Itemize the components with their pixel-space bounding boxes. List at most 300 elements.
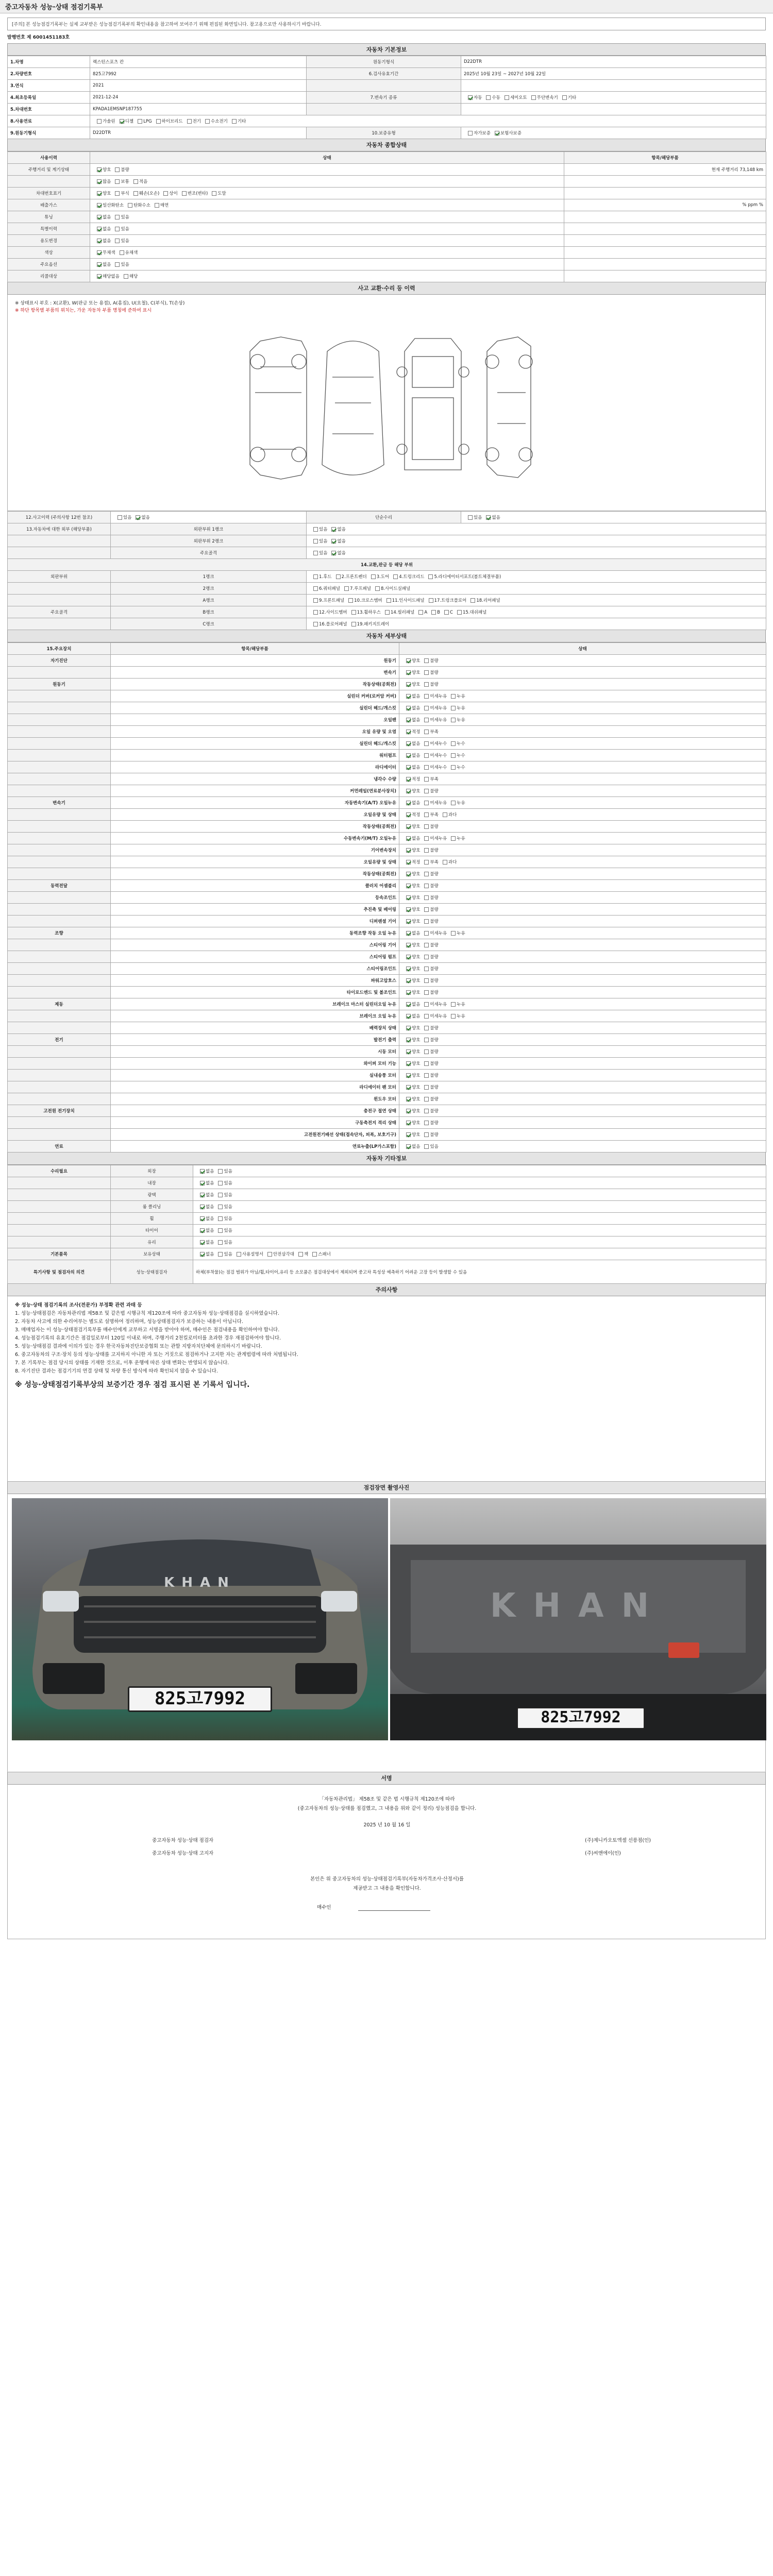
checkbox[interactable] (424, 777, 429, 782)
detail-option[interactable] (420, 883, 438, 889)
checkbox[interactable] (406, 824, 411, 829)
checkbox[interactable] (424, 1121, 429, 1125)
checkbox[interactable] (406, 1049, 411, 1054)
checkbox[interactable] (97, 215, 102, 219)
detail-option[interactable] (402, 1037, 420, 1043)
checkbox[interactable] (424, 967, 429, 971)
part-option[interactable] (309, 597, 344, 603)
checkbox[interactable] (187, 119, 192, 124)
detail-option[interactable] (447, 930, 465, 936)
checkbox[interactable] (128, 203, 132, 208)
checkbox[interactable] (431, 610, 436, 615)
checkbox[interactable] (451, 718, 456, 722)
checkbox[interactable] (424, 943, 429, 947)
detail-option[interactable] (420, 977, 438, 984)
checkbox[interactable] (393, 574, 398, 579)
checkbox[interactable] (424, 670, 429, 675)
detail-option[interactable] (402, 1025, 420, 1031)
detail-option[interactable] (420, 847, 438, 853)
checkbox[interactable] (97, 167, 102, 172)
checkbox[interactable] (406, 730, 411, 734)
checkbox[interactable] (457, 610, 462, 615)
checkbox[interactable] (218, 1216, 223, 1221)
checkbox[interactable] (351, 622, 356, 626)
detail-option[interactable] (402, 965, 420, 972)
checkbox[interactable] (313, 539, 318, 544)
state-option[interactable] (111, 238, 129, 244)
checkbox[interactable] (424, 978, 429, 983)
part-option[interactable] (425, 597, 467, 603)
detail-option[interactable] (402, 871, 420, 877)
other-option[interactable] (196, 1204, 214, 1210)
state-option[interactable] (93, 249, 115, 256)
detail-option[interactable] (402, 669, 420, 675)
state-option[interactable] (111, 214, 129, 220)
state-option[interactable] (111, 261, 129, 267)
checkbox[interactable] (200, 1252, 205, 1257)
checkbox[interactable] (495, 131, 499, 135)
detail-option[interactable] (420, 1072, 438, 1078)
checkbox[interactable] (155, 203, 159, 208)
checkbox[interactable] (406, 836, 411, 841)
buyer-signature-line[interactable] (358, 1901, 430, 1911)
detail-option[interactable] (402, 894, 420, 901)
checkbox[interactable] (313, 527, 318, 532)
checkbox[interactable] (418, 610, 423, 615)
checkbox[interactable] (406, 860, 411, 865)
detail-option[interactable] (402, 1072, 420, 1078)
checkbox[interactable] (451, 1002, 456, 1007)
detail-option[interactable] (420, 740, 447, 747)
checkbox[interactable] (451, 801, 456, 805)
detail-option[interactable] (420, 1060, 438, 1066)
checkbox[interactable] (133, 179, 138, 184)
part-option[interactable] (367, 573, 390, 580)
detail-option[interactable] (447, 1013, 465, 1019)
other-option[interactable] (196, 1168, 214, 1174)
transmission-option[interactable] (482, 94, 500, 100)
checkbox[interactable] (428, 574, 433, 579)
checkbox[interactable] (424, 1109, 429, 1113)
detail-option[interactable] (402, 1108, 420, 1114)
detail-option[interactable] (420, 918, 438, 924)
state-option[interactable] (115, 249, 138, 256)
fuel-option[interactable] (228, 118, 246, 124)
checkbox[interactable] (505, 95, 509, 100)
checkbox[interactable] (424, 990, 429, 995)
part-option[interactable] (382, 597, 425, 603)
part-option[interactable] (427, 610, 440, 615)
checkbox[interactable] (406, 789, 411, 793)
transmission-option[interactable] (500, 94, 527, 100)
checkbox[interactable] (97, 262, 102, 267)
part-option[interactable] (453, 609, 486, 615)
checkbox[interactable] (406, 1132, 411, 1137)
checkbox[interactable] (336, 574, 341, 579)
checkbox[interactable] (386, 598, 391, 603)
part-option[interactable] (309, 621, 347, 627)
detail-option[interactable] (420, 965, 438, 972)
checkbox[interactable] (451, 1014, 456, 1019)
checkbox[interactable] (424, 1049, 429, 1054)
detail-option[interactable] (402, 1013, 420, 1019)
checkbox[interactable] (406, 801, 411, 805)
part-option[interactable] (347, 609, 381, 615)
checkbox[interactable] (97, 250, 102, 255)
detail-option[interactable] (420, 728, 438, 735)
checkbox[interactable] (385, 610, 390, 615)
checkbox[interactable] (406, 682, 411, 687)
detail-option[interactable] (402, 728, 420, 735)
state-option[interactable] (93, 261, 111, 267)
checkbox[interactable] (406, 765, 411, 770)
detail-option[interactable] (420, 1108, 438, 1114)
other-option[interactable] (196, 1215, 214, 1222)
detail-option[interactable] (402, 1001, 420, 1007)
state-option[interactable] (159, 190, 177, 196)
transmission-option[interactable] (527, 94, 558, 100)
checkbox[interactable] (218, 1252, 223, 1257)
checkbox[interactable] (406, 694, 411, 699)
checkbox[interactable] (424, 848, 429, 853)
state-option[interactable] (93, 214, 111, 220)
state-option[interactable] (178, 190, 208, 196)
detail-option[interactable] (420, 942, 438, 948)
other-option[interactable] (196, 1192, 214, 1198)
checkbox[interactable] (331, 539, 336, 544)
checkbox[interactable] (200, 1240, 205, 1245)
part-option[interactable] (466, 597, 500, 603)
detail-option[interactable] (420, 705, 447, 711)
detail-option[interactable] (420, 1037, 438, 1043)
checkbox[interactable] (468, 131, 473, 135)
checkbox[interactable] (424, 1132, 429, 1137)
checkbox[interactable] (424, 1038, 429, 1042)
checkbox[interactable] (115, 227, 120, 231)
checkbox[interactable] (406, 706, 411, 710)
checkbox[interactable] (424, 1085, 429, 1090)
part-option[interactable] (344, 597, 382, 603)
other-option[interactable] (196, 1227, 214, 1233)
checkbox[interactable] (313, 598, 318, 603)
checkbox[interactable] (406, 978, 411, 983)
detail-option[interactable] (447, 1001, 465, 1007)
checkbox[interactable] (200, 1228, 205, 1233)
checkbox[interactable] (424, 694, 429, 699)
checkbox[interactable] (406, 967, 411, 971)
detail-option[interactable] (402, 1060, 420, 1066)
detail-option[interactable] (420, 657, 438, 664)
checkbox[interactable] (313, 551, 318, 555)
state-option[interactable] (111, 166, 129, 173)
checkbox[interactable] (562, 95, 567, 100)
detail-option[interactable] (402, 942, 420, 948)
fuel-option[interactable] (152, 118, 183, 124)
checkbox[interactable] (424, 718, 429, 722)
checkbox[interactable] (424, 1061, 429, 1066)
detail-option[interactable] (420, 989, 438, 995)
checkbox[interactable] (117, 515, 122, 520)
detail-option[interactable] (402, 788, 420, 794)
checkbox[interactable] (424, 884, 429, 888)
detail-option[interactable] (420, 1013, 447, 1019)
checkbox[interactable] (371, 574, 376, 579)
checkbox[interactable] (313, 622, 318, 626)
checkbox[interactable] (267, 1252, 272, 1257)
checkbox[interactable] (406, 1038, 411, 1042)
detail-option[interactable] (420, 1001, 447, 1007)
checkbox[interactable] (406, 1073, 411, 1078)
checkbox[interactable] (406, 812, 411, 817)
checkbox[interactable] (406, 1002, 411, 1007)
detail-option[interactable] (402, 705, 420, 711)
checkbox[interactable] (115, 215, 120, 219)
checkbox[interactable] (424, 765, 429, 770)
repair-option[interactable] (464, 514, 482, 520)
checkbox[interactable] (97, 191, 102, 196)
item-option[interactable] (263, 1251, 294, 1257)
checkbox[interactable] (424, 1144, 429, 1149)
checkbox[interactable] (406, 1121, 411, 1125)
rank-option[interactable] (327, 550, 345, 556)
detail-option[interactable] (420, 1120, 438, 1126)
checkbox[interactable] (298, 1252, 303, 1257)
detail-option[interactable] (420, 1048, 438, 1055)
detail-option[interactable] (402, 657, 420, 664)
detail-option[interactable] (402, 717, 420, 723)
checkbox[interactable] (218, 1193, 223, 1197)
part-option[interactable] (309, 609, 347, 615)
checkbox[interactable] (406, 872, 411, 876)
checkbox[interactable] (424, 1097, 429, 1101)
checkbox[interactable] (218, 1228, 223, 1233)
other-option[interactable] (196, 1251, 214, 1257)
checkbox[interactable] (451, 694, 456, 699)
state-option[interactable] (111, 226, 129, 232)
checkbox[interactable] (424, 812, 429, 817)
detail-option[interactable] (420, 1131, 438, 1138)
checkbox[interactable] (313, 610, 318, 615)
other-option[interactable] (214, 1239, 232, 1245)
state-option[interactable] (129, 178, 147, 184)
part-option[interactable] (332, 573, 367, 580)
part-option[interactable] (414, 610, 427, 615)
checkbox[interactable] (406, 919, 411, 924)
checkbox[interactable] (424, 801, 429, 805)
checkbox[interactable] (133, 191, 138, 196)
checkbox[interactable] (424, 919, 429, 924)
checkbox[interactable] (406, 741, 411, 746)
checkbox[interactable] (424, 730, 429, 734)
checkbox[interactable] (344, 586, 349, 591)
state-option[interactable] (93, 166, 111, 173)
rank-option[interactable] (309, 526, 327, 532)
accident-option[interactable] (131, 514, 149, 520)
checkbox[interactable] (424, 955, 429, 959)
checkbox[interactable] (124, 274, 128, 279)
checkbox[interactable] (205, 119, 210, 124)
detail-option[interactable] (420, 800, 447, 806)
state-option[interactable] (111, 178, 129, 184)
other-option[interactable] (214, 1227, 232, 1233)
detail-option[interactable] (402, 776, 420, 782)
state-option[interactable] (120, 273, 138, 279)
warranty-option[interactable] (464, 130, 491, 136)
repair-option[interactable] (482, 514, 500, 520)
detail-option[interactable] (447, 835, 465, 841)
detail-option[interactable] (439, 811, 457, 818)
fuel-option[interactable] (115, 118, 133, 124)
other-option[interactable] (214, 1168, 232, 1174)
detail-option[interactable] (420, 930, 447, 936)
checkbox[interactable] (406, 1014, 411, 1019)
part-option[interactable] (371, 585, 410, 591)
detail-option[interactable] (420, 776, 438, 782)
rank-option[interactable] (309, 538, 327, 544)
checkbox[interactable] (182, 191, 187, 196)
detail-option[interactable] (447, 717, 465, 723)
rank-option[interactable] (327, 538, 345, 544)
checkbox[interactable] (451, 836, 456, 841)
part-option[interactable] (309, 585, 340, 591)
detail-option[interactable] (402, 740, 420, 747)
detail-option[interactable] (402, 930, 420, 936)
rank-option[interactable] (309, 550, 327, 556)
checkbox[interactable] (406, 777, 411, 782)
detail-option[interactable] (402, 977, 420, 984)
checkbox[interactable] (406, 884, 411, 888)
fuel-option[interactable] (133, 119, 152, 124)
checkbox[interactable] (115, 179, 120, 184)
other-option[interactable] (214, 1204, 232, 1210)
detail-option[interactable] (402, 811, 420, 818)
warranty-option[interactable] (491, 130, 522, 136)
checkbox[interactable] (200, 1181, 205, 1185)
checkbox[interactable] (424, 907, 429, 912)
checkbox[interactable] (232, 119, 237, 124)
detail-option[interactable] (402, 1131, 420, 1138)
detail-option[interactable] (420, 681, 438, 687)
checkbox[interactable] (406, 1144, 411, 1149)
checkbox[interactable] (443, 812, 447, 817)
checkbox[interactable] (424, 1073, 429, 1078)
detail-option[interactable] (420, 1096, 438, 1102)
detail-option[interactable] (420, 835, 447, 841)
other-option[interactable] (196, 1239, 214, 1245)
checkbox[interactable] (406, 955, 411, 959)
checkbox[interactable] (212, 191, 216, 196)
detail-option[interactable] (420, 764, 447, 770)
detail-option[interactable] (402, 906, 420, 912)
checkbox[interactable] (200, 1193, 205, 1197)
state-option[interactable] (150, 202, 169, 208)
checkbox[interactable] (531, 95, 536, 100)
detail-option[interactable] (402, 800, 420, 806)
checkbox[interactable] (200, 1169, 205, 1174)
state-option[interactable] (208, 190, 226, 196)
checkbox[interactable] (451, 706, 456, 710)
detail-option[interactable] (402, 989, 420, 995)
detail-option[interactable] (420, 894, 438, 901)
detail-option[interactable] (420, 823, 438, 829)
checkbox[interactable] (424, 895, 429, 900)
checkbox[interactable] (115, 167, 120, 172)
checkbox[interactable] (406, 990, 411, 995)
detail-option[interactable] (402, 823, 420, 829)
checkbox[interactable] (486, 515, 491, 520)
checkbox[interactable] (163, 191, 168, 196)
detail-option[interactable] (447, 764, 465, 770)
checkbox[interactable] (429, 598, 433, 603)
checkbox[interactable] (424, 1014, 429, 1019)
detail-option[interactable] (420, 1143, 438, 1149)
fuel-option[interactable] (201, 118, 228, 124)
state-option[interactable] (93, 202, 124, 208)
checkbox[interactable] (486, 95, 491, 100)
checkbox[interactable] (406, 931, 411, 936)
checkbox[interactable] (406, 1026, 411, 1030)
checkbox[interactable] (218, 1205, 223, 1209)
accident-option[interactable] (113, 514, 131, 520)
checkbox[interactable] (424, 1002, 429, 1007)
checkbox[interactable] (97, 119, 102, 124)
checkbox[interactable] (406, 670, 411, 675)
checkbox[interactable] (424, 931, 429, 936)
checkbox[interactable] (424, 753, 429, 758)
checkbox[interactable] (115, 239, 120, 243)
checkbox[interactable] (424, 658, 429, 663)
checkbox[interactable] (120, 250, 124, 255)
checkbox[interactable] (424, 1026, 429, 1030)
checkbox[interactable] (97, 239, 102, 243)
detail-option[interactable] (402, 681, 420, 687)
state-option[interactable] (93, 226, 111, 232)
checkbox[interactable] (406, 718, 411, 722)
checkbox[interactable] (115, 191, 120, 196)
detail-option[interactable] (402, 693, 420, 699)
detail-option[interactable] (447, 752, 465, 758)
item-option[interactable] (294, 1251, 308, 1257)
detail-option[interactable] (402, 918, 420, 924)
state-option[interactable] (93, 190, 111, 196)
detail-option[interactable] (402, 764, 420, 770)
detail-option[interactable] (402, 1096, 420, 1102)
checkbox[interactable] (97, 179, 102, 184)
checkbox[interactable] (424, 872, 429, 876)
checkbox[interactable] (406, 1061, 411, 1066)
checkbox[interactable] (237, 1252, 241, 1257)
checkbox[interactable] (451, 931, 456, 936)
fuel-option[interactable] (183, 118, 201, 124)
part-option[interactable] (389, 573, 424, 580)
detail-option[interactable] (420, 717, 447, 723)
checkbox[interactable] (424, 682, 429, 687)
detail-option[interactable] (402, 1048, 420, 1055)
detail-option[interactable] (420, 1025, 438, 1031)
other-option[interactable] (196, 1180, 214, 1186)
checkbox[interactable] (468, 95, 473, 100)
part-option[interactable] (424, 573, 501, 580)
detail-option[interactable] (402, 1084, 420, 1090)
checkbox[interactable] (138, 119, 142, 124)
checkbox[interactable] (424, 836, 429, 841)
checkbox[interactable] (200, 1216, 205, 1221)
state-option[interactable] (124, 202, 150, 208)
part-option[interactable] (381, 609, 414, 615)
detail-option[interactable] (402, 954, 420, 960)
detail-option[interactable] (439, 859, 457, 865)
checkbox[interactable] (451, 753, 456, 758)
